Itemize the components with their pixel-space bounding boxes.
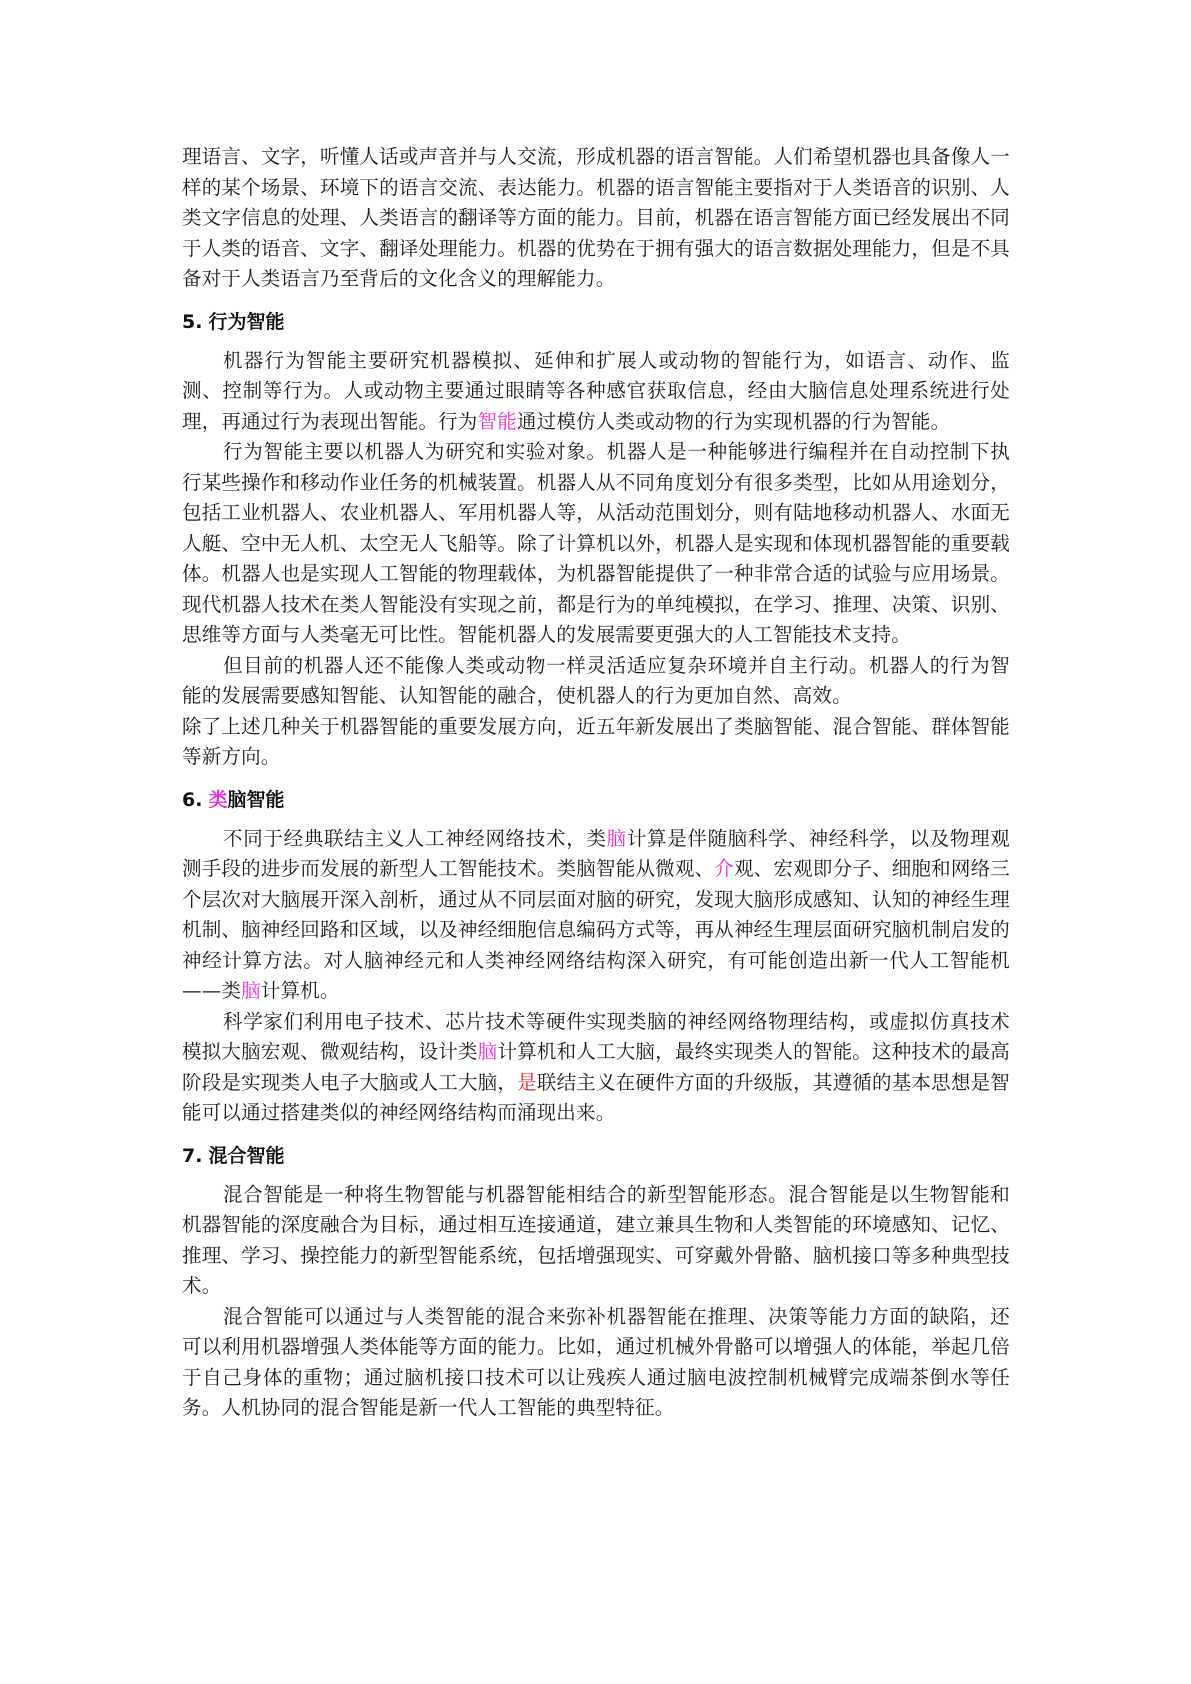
document-page [182,142,1010,1424]
section-title: 混合智能 [208,1144,285,1167]
paragraph-behavior-3: 但目前的机器人还不能像人类或动物一样灵活适应复杂环境并自主行动。机器人的行为智能的发展需要感知智能、认知智能的融合，使机器人的行为更加自然、高效。 [182,653,1010,707]
paragraph-brain-2 [182,1007,1010,1129]
paragraph-new-directions: 除了上述几种关于机器智能的重要发展方向，近五年新发展出了类脑智能、混合智能、群体智能等新方向。 [182,714,1010,768]
text-run: 计算机。 [260,979,340,1002]
highlighted-text: 类 [208,788,228,811]
highlighted-text: 智能 [477,409,517,433]
paragraph-hybrid-2: 混合智能可以通过与人类智能的混合来弥补机器智能在推理、决策等能力方面的缺陷，还可以利用机器增强人类体能等方面的能力。比如，通过机械外骨骼可以增强人的体能，举起几倍于自己身体的重物；通过脑机接口技术可以让残疾人通过脑电波控制机械臂完成端茶倒水等任务。人机协同的混合智能是新一代人工智能的典型特征。 [182,1304,1010,1419]
text-run: 不同于经典联结主义人工神经网络技术，类 [223,826,607,850]
section-number: 6. [182,788,203,811]
highlighted-text: 介 [714,857,734,880]
text-run: 计算机和人工大脑，最终实现类人的智能。这种技术的最高阶段是实现类人电子大脑或人工大脑， [182,1040,1010,1094]
text-run: 通过模仿人类或动物的行为实现机器的行为智能。 [516,409,951,433]
text-run: 机器行为智能主要研究机器模拟、延伸和扩展人或动物的智能行为，如语言、动作、监测、控制等行为。人或动物主要通过眼睛等各种感官获取信息，经由大脑信息处理系统进行处理，再通过行为表现出智能。行为 [182,348,1010,433]
text-run: 联结主义在硬件方面的升级版，其遵循的基本思想是智能可以通过搭建类似的神经网络结构而涌现出来。 [182,1070,1010,1124]
paragraph-behavior-1 [182,346,1010,438]
highlighted-text: 脑 [477,1040,498,1063]
highlighted-text: 是 [517,1070,537,1094]
section-heading-brain-inspired-intelligence [182,786,1010,814]
paragraph-behavior-2: 行为智能主要以机器人为研究和实验对象。机器人是一种能够进行编程并在自动控制下执行某些操作和移动作业任务的机械装置。机器人从不同角度划分有很多类型，比如从用途划分，包括工业机器人、农业机器人、军用机器人等，从活动范围划分，则有陆地移动机器人、水面无人艇、空中无人机、太空无人飞船等。除了计算机以外，机器人是实现和体现机器智能的重要载体。机器人也是实现人工智能的物理载体，为机器智能提供了一种非常合适的试验与应用场景。现代机器人技术在类人智能没有实现之前，都是行为的单纯模拟，在学习、推理、决策、识别、思维等方面与人类毫无可比性。智能机器人的发展需要更强大的人工智能技术支持。 [182,440,1010,646]
section-title: 行为智能 [208,310,285,333]
highlighted-text: 脑 [606,826,627,850]
paragraph-language-intelligence: 理语言、文字，听懂人话或声音并与人交流，形成机器的语言智能。人们希望机器也具备像人一样的某个场景、环境下的语言交流、表达能力。机器的语言智能主要指对于人类语音的识别、人类文字信息的处理、人类语言的翻译等方面的能力。目前，机器在语言智能方面已经发展出不同于人类的语音、文字、翻译处理能力。机器的优势在于拥有强大的语言数据处理能力，但是不具备对于人类语言乃至背后的文化含义的理解能力。 [182,145,1010,290]
paragraph-brain-1 [182,824,1010,1007]
section-number: 5. [182,310,203,333]
paragraph-hybrid-1: 混合智能是一种将生物智能与机器智能相结合的新型智能形态。混合智能是以生物智能和机器智能的深度融合为目标，通过相互连接通道，建立兼具生物和人类智能的环境感知、记忆、推理、学习、操控能力的新型智能系统，包括增强现实、可穿戴外骨骼、脑机接口等多种典型技术。 [182,1182,1010,1297]
section-heading-behavior-intelligence [182,308,1010,336]
text-run: 计算是伴随脑科学、神经科学，以及物理观测手段的进步而发展的新型人工智能技术。类脑智能从微观、 [182,826,1010,880]
highlighted-text: 脑 [241,979,261,1002]
section-title: 脑智能 [227,788,285,811]
text-run: 观、宏观即分子、细胞和网络三个层次对大脑展开深入剖析，通过从不同层面对脑的研究，发现大脑形成感知、认知的神经生理机制、脑神经回路和区域，以及神经细胞信息编码方式等，再从神经生理层面研究脑机制启发的神经计算方法。对人脑神经元和人类神经网络结构深入研究，有可能创造出新一代人工智能机——类 [182,857,1010,1002]
section-number: 7. [182,1144,203,1167]
section-heading-hybrid-intelligence [182,1142,1010,1170]
text-run: 科学家们利用电子技术、芯片技术等硬件实现类脑的神经网络物理结构，或虚拟仿真技术模拟大脑宏观、微观结构，设计类 [182,1009,1010,1063]
